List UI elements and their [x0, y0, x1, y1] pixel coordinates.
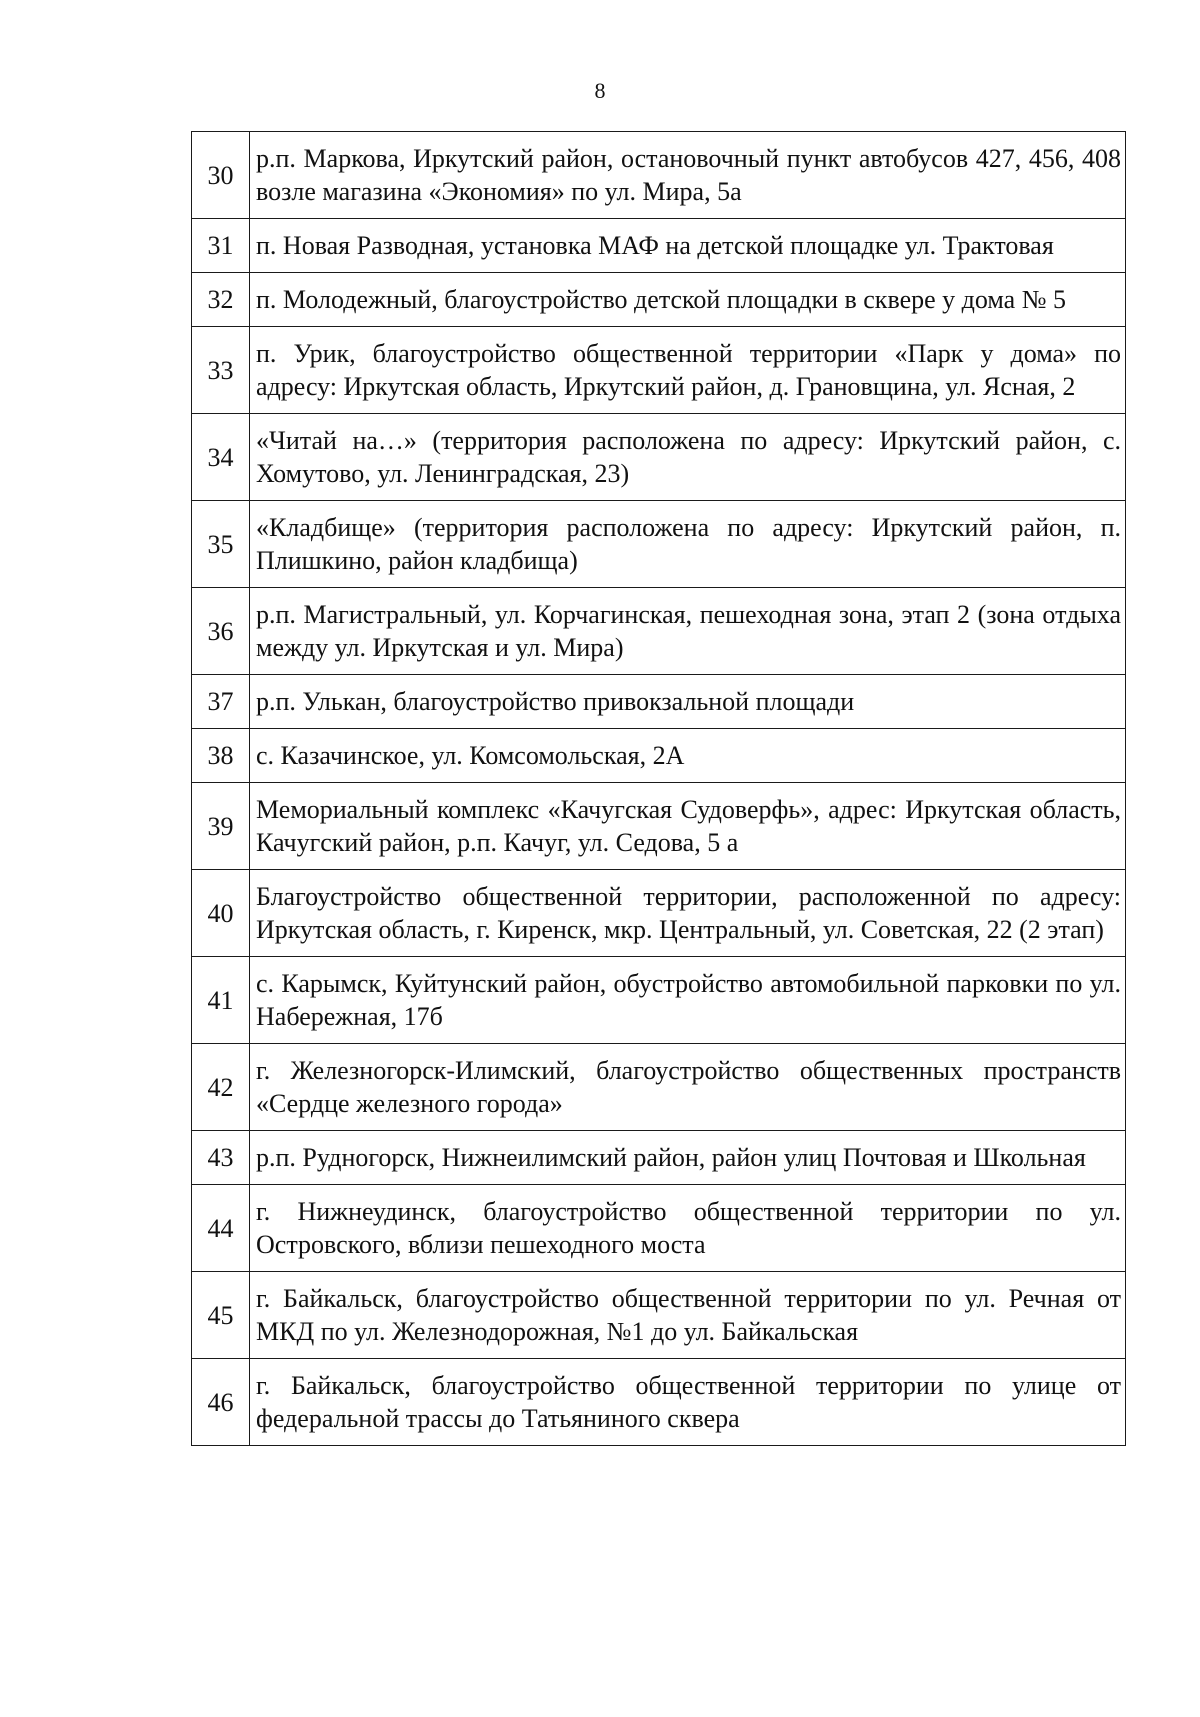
table-row [192, 501, 1126, 588]
row-number: 36 [192, 588, 250, 675]
row-number: 33 [192, 327, 250, 414]
row-description: п. Новая Разводная, установка МАФ на детской площадке ул. Трактовая [250, 219, 1126, 273]
row-description: с. Казачинское, ул. Комсомольская, 2А [250, 729, 1126, 783]
row-description: г. Нижнеудинск, благоустройство общественной территории по ул. Островского, вблизи пешеходного моста [250, 1185, 1126, 1272]
table-row [192, 273, 1126, 327]
row-number: 43 [192, 1131, 250, 1185]
table-row [192, 414, 1126, 501]
row-description: Благоустройство общественной территории, расположенной по адресу: Иркутская область, г. Киренск, мкр. Центральный, ул. Советская, 22 (2 этап) [250, 870, 1126, 957]
row-description: «Читай на…» (территория расположена по адресу: Иркутский район, с. Хомутово, ул. Ленинградская, 23) [250, 414, 1126, 501]
table-row [192, 1185, 1126, 1272]
row-number: 40 [192, 870, 250, 957]
table-body [192, 132, 1126, 1446]
row-number: 44 [192, 1185, 250, 1272]
table-row [192, 588, 1126, 675]
row-description: п. Молодежный, благоустройство детской площадки в сквере у дома № 5 [250, 273, 1126, 327]
row-number: 37 [192, 675, 250, 729]
table-row [192, 870, 1126, 957]
table-row [192, 327, 1126, 414]
row-description: р.п. Магистральный, ул. Корчагинская, пешеходная зона, этап 2 (зона отдыха между ул. Иркутская и ул. Мира) [250, 588, 1126, 675]
objects-table [191, 131, 1126, 1446]
row-number: 39 [192, 783, 250, 870]
row-number: 46 [192, 1359, 250, 1446]
table-row [192, 783, 1126, 870]
row-description: р.п. Улькан, благоустройство привокзальной площади [250, 675, 1126, 729]
row-number: 45 [192, 1272, 250, 1359]
row-description: Мемориальный комплекс «Качугская Судоверфь», адрес: Иркутская область, Качугский район, р.п. Качуг, ул. Седова, 5 а [250, 783, 1126, 870]
table-row [192, 1044, 1126, 1131]
table-row [192, 1272, 1126, 1359]
row-number: 41 [192, 957, 250, 1044]
row-number: 31 [192, 219, 250, 273]
row-description: «Кладбище» (территория расположена по адресу: Иркутский район, п. Плишкино, район кладбища) [250, 501, 1126, 588]
table-row [192, 132, 1126, 219]
page-number: 8 [594, 78, 606, 103]
row-number: 34 [192, 414, 250, 501]
row-description: р.п. Маркова, Иркутский район, остановочный пункт автобусов 427, 456, 408 возле магазина «Экономия» по ул. Мира, 5а [250, 132, 1126, 219]
table-row [192, 1359, 1126, 1446]
table-row [192, 957, 1126, 1044]
row-number: 30 [192, 132, 250, 219]
row-description: р.п. Рудногорск, Нижнеилимский район, район улиц Почтовая и Школьная [250, 1131, 1126, 1185]
table-row [192, 219, 1126, 273]
row-number: 42 [192, 1044, 250, 1131]
row-description: с. Карымск, Куйтунский район, обустройство автомобильной парковки по ул. Набережная, 17б [250, 957, 1126, 1044]
row-description: г. Железногорск-Илимский, благоустройство общественных пространств «Сердце железного города» [250, 1044, 1126, 1131]
row-description: г. Байкальск, благоустройство общественной территории по ул. Речная от МКД по ул. Железнодорожная, №1 до ул. Байкальская [250, 1272, 1126, 1359]
row-number: 32 [192, 273, 250, 327]
table-row [192, 675, 1126, 729]
row-description: г. Байкальск, благоустройство общественной территории по улице от федеральной трассы до Татьяниного сквера [250, 1359, 1126, 1446]
table-row [192, 1131, 1126, 1185]
row-description: п. Урик, благоустройство общественной территории «Парк у дома» по адресу: Иркутская область, Иркутский район, д. Грановщина, ул. Ясная, 2 [250, 327, 1126, 414]
row-number: 38 [192, 729, 250, 783]
table-row [192, 729, 1126, 783]
row-number: 35 [192, 501, 250, 588]
